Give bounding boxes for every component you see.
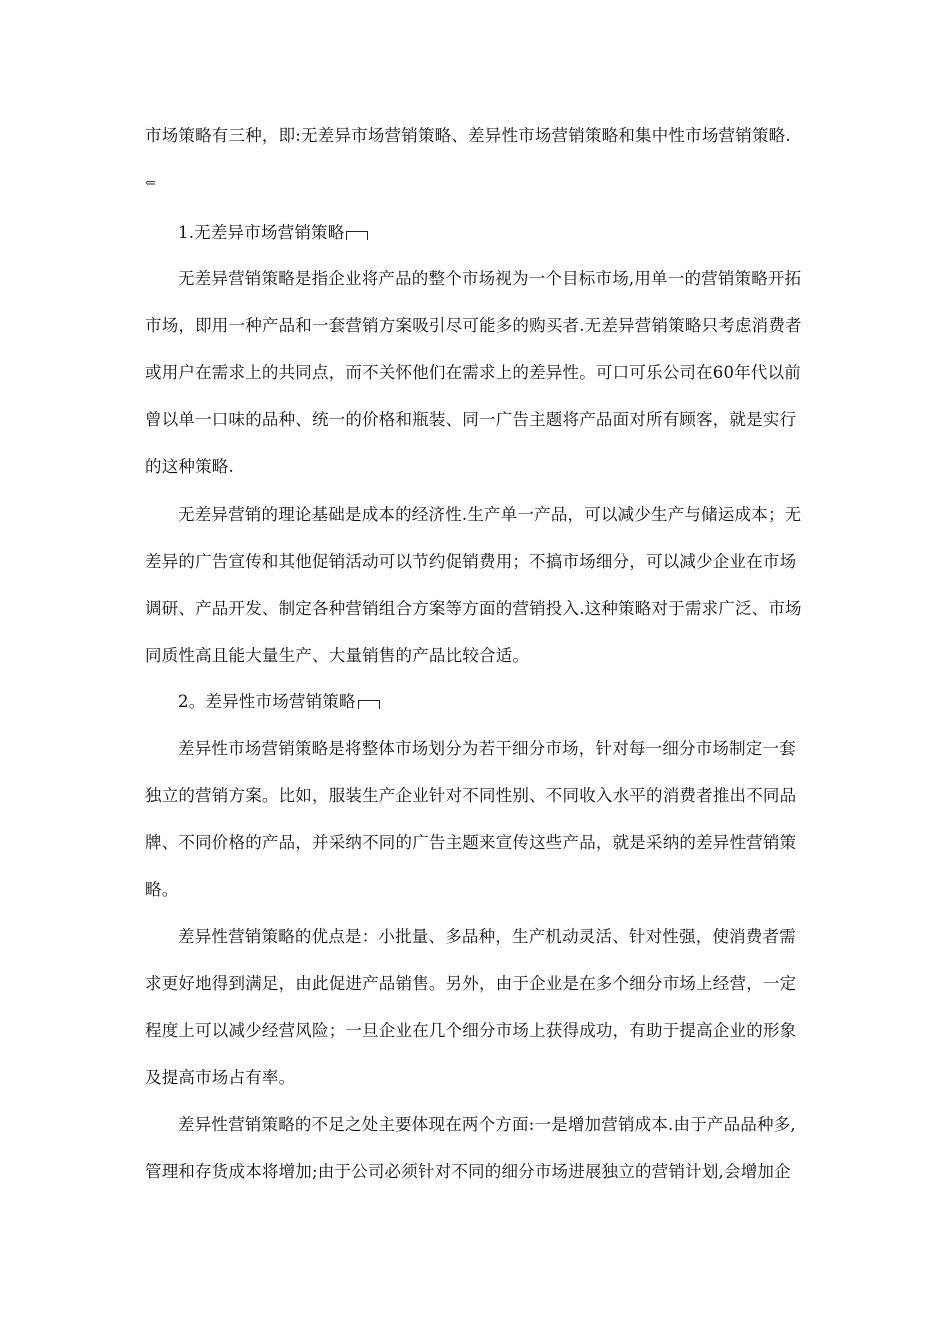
s2-p2-line: 求更好地得到满足，由此促进产品销售。另外，由于企业是在多个细分市场上经营，一定	[145, 974, 797, 993]
section1-heading: 1.无差异市场营销策略	[178, 223, 810, 243]
s1-p1-line: 市场，即用一种产品和一套营销方案吸引尽可能多的购买者.无差异营销策略只考虑消费者	[145, 316, 802, 335]
s2-p2-line: 差异性营销策略的优点是：小批量、多品种，生产机动灵活、针对性强，使消费者需	[178, 927, 796, 946]
s2-p1-line: 差异性市场营销策略是将整体市场划分为若干细分市场，针对每一细分市场制定一套	[178, 739, 796, 758]
section2-heading: 2。差异性市场营销策略	[178, 692, 810, 712]
s1-p1-line: 无差异营销策略是指企业将产品的整个市场视为一个目标市场,用单一的营销策略开拓	[178, 269, 802, 288]
s1-p1-line: 或用户在需求上的共同点，而不关怀他们在需求上的差异性。可口可乐公司在60年代以前	[145, 363, 801, 382]
s2-p1-line: 牌、不同价格的产品，并采纳不同的广告主题来宣传这些产品，就是采纳的差异性营销策	[145, 833, 797, 852]
s2-p3-line: 管理和存货成本将增加;由于公司必须针对不同的细分市场进展独立的营销计划,会增加企	[145, 1162, 791, 1181]
paragraph-mark: ⇐	[145, 176, 156, 191]
return-mark-icon	[358, 700, 380, 709]
s1-p1-line: 的这种策略.	[145, 457, 234, 476]
s1-p2-line: 调研、产品开发、制定各种营销组合方案等方面的营销投入.这种策略对于需求广泛、市场	[145, 599, 802, 618]
s2-p3-line: 差异性营销策略的不足之处主要体现在两个方面:一是增加营销成本.由于产品品种多,	[178, 1115, 796, 1134]
s2-p2-line: 及提高市场占有率。	[145, 1068, 296, 1087]
s1-p2-line: 同质性高且能大量生产、大量销售的产品比较合适。	[145, 646, 530, 665]
s1-p2-line: 差异的广告宣传和其他促销活动可以节约促销费用；不搞市场细分，可以减少企业在市场	[145, 552, 797, 571]
s2-p1-line: 略。	[145, 880, 179, 899]
intro-line: 市场策略有三种，即:无差异市场营销策略、差异性市场营销策略和集中性市场营销策略.	[145, 126, 791, 145]
s2-p1-line: 独立的营销方案。比如，服装生产企业针对不同性别、不同收入水平的消费者推出不同品	[145, 786, 797, 805]
s2-p2-line: 程度上可以减少经营风险；一旦企业在几个细分市场上获得成功，有助于提高企业的形象	[145, 1021, 797, 1040]
s1-p2-line: 无差异营销的理论基础是成本的经济性.生产单一产品，可以减少生产与储运成本；无	[178, 505, 802, 524]
s1-p1-line: 曾以单一口味的品种、统一的价格和瓶装、同一广告主题将产品面对所有顾客，就是实行	[145, 410, 797, 429]
return-mark-icon	[346, 231, 368, 240]
